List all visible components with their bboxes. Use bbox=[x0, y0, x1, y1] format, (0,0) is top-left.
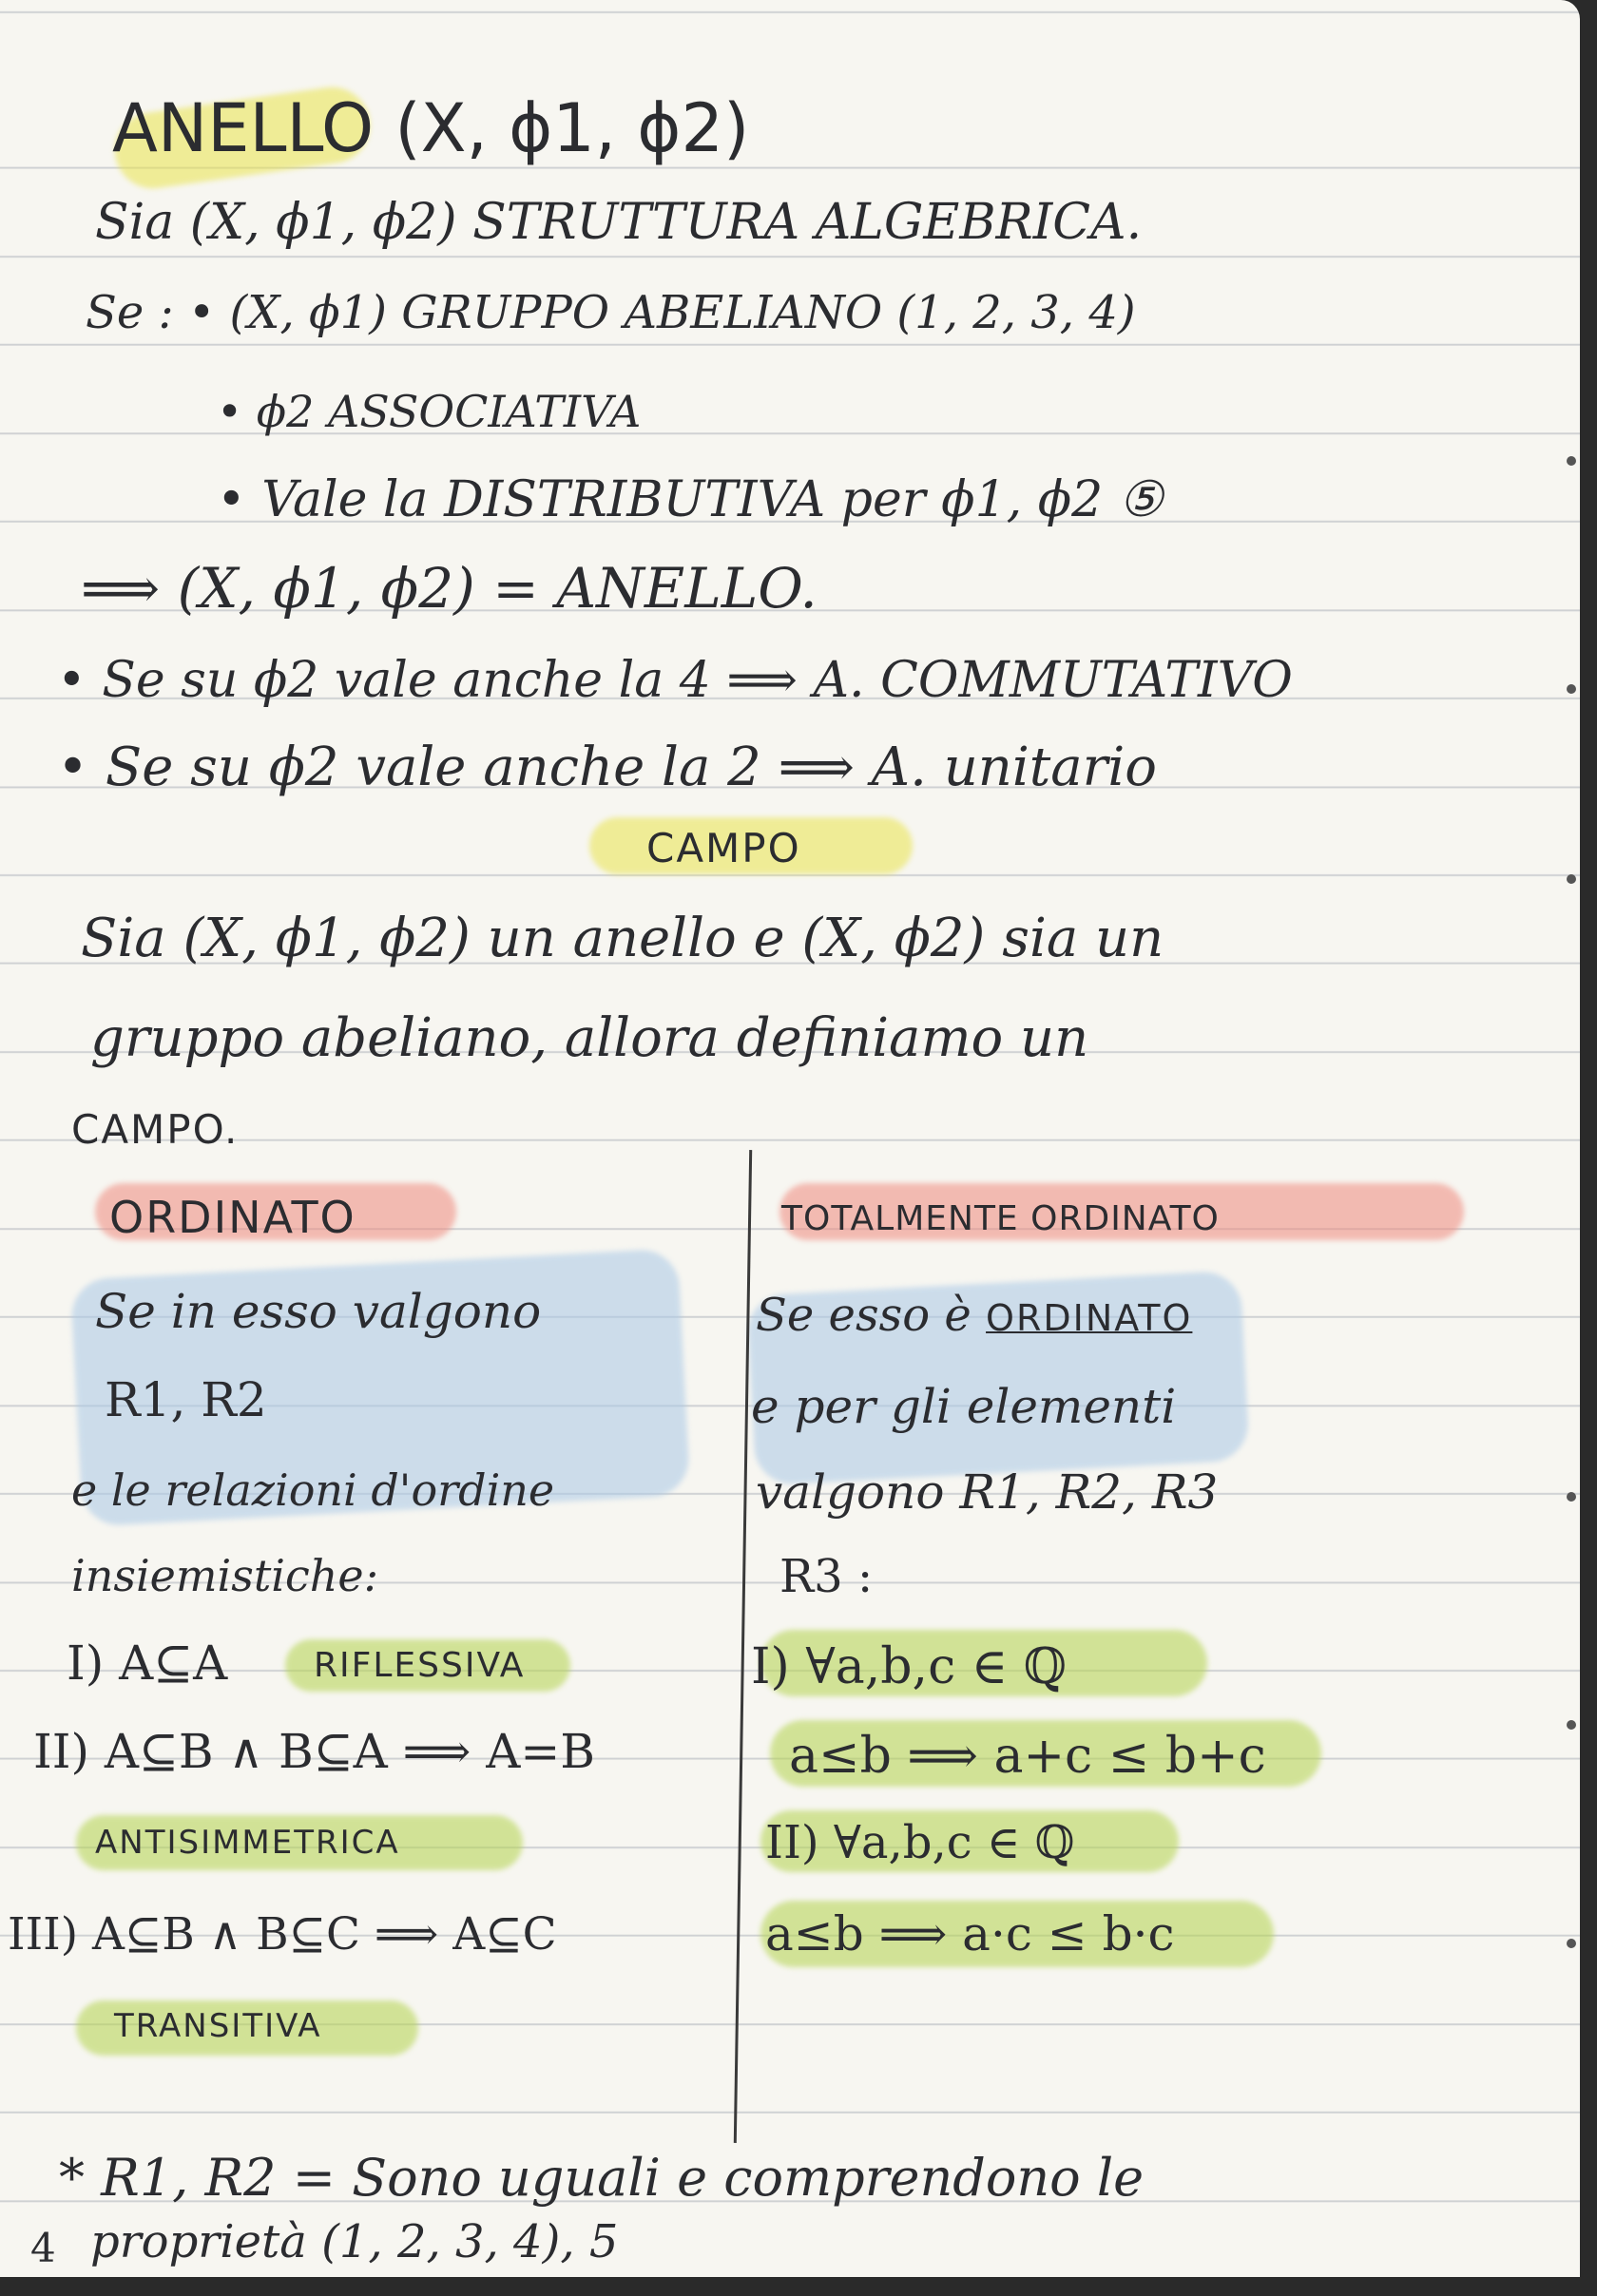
column-divider bbox=[734, 1150, 752, 2143]
binding-hole bbox=[1567, 1492, 1576, 1502]
intro-line-7: • Se su ϕ2 vale anche la 2 ⟹ A. unitario bbox=[57, 737, 1158, 798]
prop-1-name: RIFLESSIVA bbox=[314, 1646, 526, 1685]
left-line-1: Se in esso valgono bbox=[95, 1284, 542, 1339]
intro-line-4: • Vale la DISTRIBUTIVA per ϕ1, ϕ2 ⑤ bbox=[217, 471, 1164, 528]
left-line-3: e le relazioni d'ordine bbox=[71, 1464, 555, 1516]
binding-hole bbox=[1567, 1939, 1576, 1948]
rule-1-body: a≤b ⟹ a+c ≤ b+c bbox=[789, 1728, 1266, 1785]
intro-line-1: Sia (X, ϕ1, ϕ2) STRUTTURA ALGEBRICA. bbox=[95, 194, 1143, 251]
ordinato-heading: ORDINATO bbox=[109, 1192, 356, 1243]
campo-heading: CAMPO bbox=[646, 825, 801, 871]
intro-line-5: ⟹ (X, ϕ1, ϕ2) = ANELLO. bbox=[81, 556, 818, 621]
prop-2: II) A⊆B ∧ B⊆A ⟹ A=B bbox=[33, 1724, 595, 1779]
rule-2-body: a≤b ⟹ a·c ≤ b·c bbox=[765, 1906, 1175, 1961]
campo-line-1: Sia (X, ϕ1, ϕ2) un anello e (X, ϕ2) sia un bbox=[81, 908, 1164, 969]
binding-hole bbox=[1567, 684, 1576, 694]
totalmente-heading: TOTALMENTE ORDINATO bbox=[781, 1199, 1220, 1238]
right-line-3: valgono R1, R2, R3 bbox=[756, 1464, 1219, 1520]
campo-line-3: CAMPO. bbox=[71, 1106, 240, 1153]
prop-1: I) A⊆A bbox=[67, 1636, 228, 1691]
binding-holes bbox=[1563, 0, 1580, 2277]
prop-3: III) A⊆B ∧ B⊆C ⟹ A⊆C bbox=[8, 1908, 557, 1961]
rule-2: II) ∀a,b,c ∈ ℚ bbox=[765, 1816, 1075, 1869]
intro-line-3: • ϕ2 ASSOCIATIVA bbox=[217, 386, 642, 437]
prop-3-name: TRANSITIVA bbox=[114, 2007, 322, 2045]
right-line-1-underlined: ORDINATO bbox=[986, 1297, 1193, 1339]
left-line-2: R1, R2 bbox=[105, 1372, 267, 1427]
right-line-1 bbox=[756, 1289, 1193, 1342]
intro-line-2: Se : • (X, ϕ1) GRUPPO ABELIANO (1, 2, 3, 4) bbox=[86, 286, 1136, 339]
prop-2-name: ANTISIMMETRICA bbox=[95, 1824, 400, 1862]
footnote-line-2: proprietà (1, 2, 3, 4), 5 bbox=[90, 2215, 619, 2268]
right-line-2: e per gli elementi bbox=[751, 1379, 1177, 1434]
page-number: 4 bbox=[30, 2225, 56, 2271]
footnote-line-1: * R1, R2 = Sono uguali e comprendono le bbox=[59, 2148, 1145, 2208]
page-title: ANELLO (X, ϕ1, ϕ2) bbox=[112, 89, 750, 167]
campo-line-2: gruppo abeliano, allora definiamo un bbox=[90, 1007, 1089, 1069]
binding-hole bbox=[1567, 874, 1576, 884]
rule-1: I) ∀a,b,c ∈ ℚ bbox=[751, 1638, 1068, 1695]
intro-line-6: • Se su ϕ2 vale anche la 4 ⟹ A. COMMUTATIVO bbox=[57, 652, 1293, 709]
right-line-4: R3 : bbox=[779, 1550, 874, 1603]
right-line-1-text: Se esso è bbox=[756, 1289, 972, 1342]
left-line-4: insiemistiche: bbox=[71, 1550, 379, 1601]
binding-hole bbox=[1567, 456, 1576, 466]
binding-hole bbox=[1567, 1720, 1576, 1730]
